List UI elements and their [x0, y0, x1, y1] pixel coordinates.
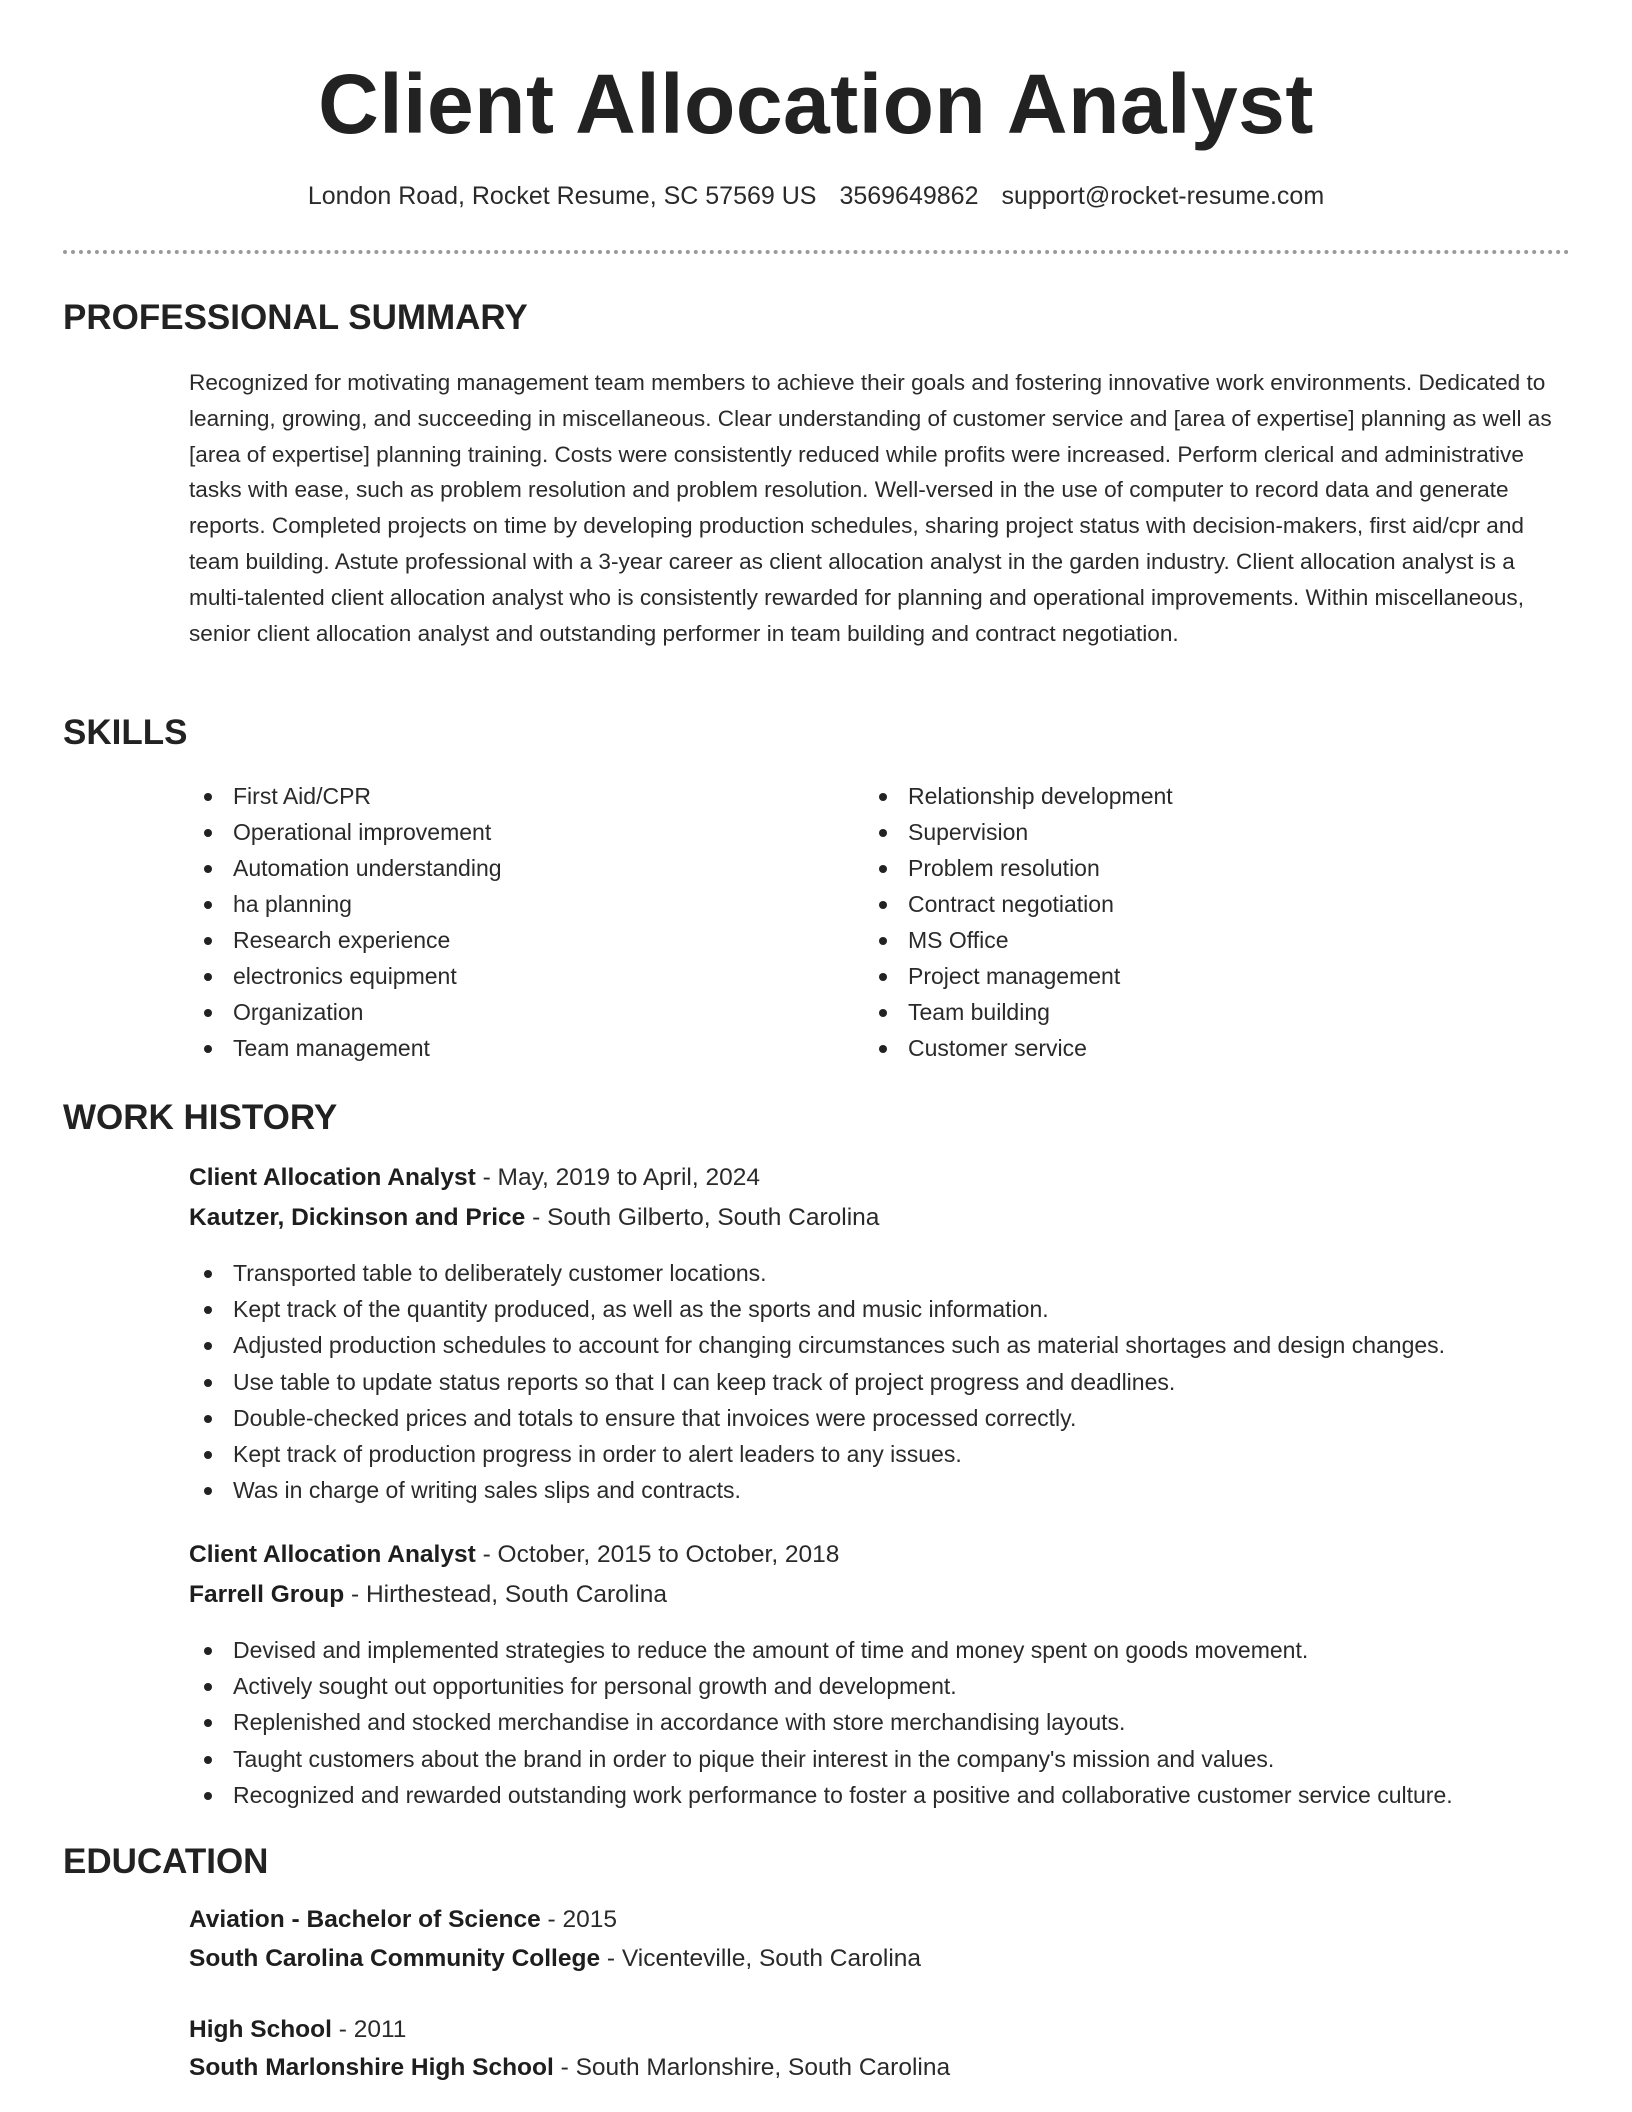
job-bullet: Double-checked prices and totals to ensure that invoices were processed correctly.: [189, 1400, 1589, 1436]
job-company-line: [189, 1581, 667, 1609]
job-bullet: Kept track of the quantity produced, as well as the sports and music information.: [189, 1291, 1589, 1327]
education-school-line: [189, 2054, 950, 2082]
work-heading: WORK HISTORY: [63, 1098, 338, 1137]
skill-item: Customer service: [864, 1030, 1464, 1066]
job-company: Kautzer, Dickinson and Price: [189, 1204, 526, 1231]
skill-item: Research experience: [189, 922, 789, 958]
skill-item: Team management: [189, 1030, 789, 1066]
contact-phone: 3569649862: [839, 182, 979, 210]
education-heading: EDUCATION: [63, 1842, 269, 1881]
education-degree-line: [189, 1906, 617, 1934]
summary-text: Recognized for motivating management team members to achieve their goals and fostering innovative work environments. Dedicated to learning, growing, and succeeding in miscellaneous. Clear understanding of customer service and [area of expertise] planning as well as [area of expertise] planning training. Costs were consistently reduced while profits were increased. Perform clerical and administrative tasks with ease, such as problem resolution and problem resolution. Well-versed in the use of computer to record data and generate reports. Completed projects on time by developing production schedules, sharing project status with decision-makers, first aid/cpr and team building. Astute professional with a 3-year career as client allocation analyst in the garden industry. Client allocation analyst is a multi-talented client allocation analyst who is consistently rewarded for planning and operational improvements. Within miscellaneous, senior client allocation analyst and outstanding performer in team building and contract negotiation.: [189, 370, 1552, 646]
education-year: - 2015: [540, 1906, 617, 1933]
skill-item: First Aid/CPR: [189, 778, 789, 814]
job-bullet: Adjusted production schedules to account for changing circumstances such as material shortages and design changes.: [189, 1327, 1589, 1363]
job-title-line: [189, 1541, 839, 1569]
skill-item: Team building: [864, 994, 1464, 1030]
education-location: - South Marlonshire, South Carolina: [553, 2054, 951, 2081]
skill-item: Automation understanding: [189, 850, 789, 886]
resume-name: Client Allocation Analyst: [318, 57, 1314, 151]
summary-heading: PROFESSIONAL SUMMARY: [63, 298, 528, 337]
job-dates: - May, 2019 to April, 2024: [475, 1164, 760, 1191]
skills-heading: SKILLS: [63, 713, 188, 752]
contact-line: [0, 182, 1632, 211]
education-school-line: [189, 1945, 921, 1973]
education-degree: High School: [189, 2016, 332, 2043]
job-bullet: Taught customers about the brand in order to pique their interest in the company's mission and values.: [189, 1741, 1589, 1777]
skill-item: Supervision: [864, 814, 1464, 850]
skills-list-right: [864, 778, 1464, 1066]
job-bullets: [189, 1255, 1589, 1508]
job-location: - South Gilberto, South Carolina: [525, 1204, 880, 1231]
education-location: - Vicenteville, South Carolina: [600, 1945, 922, 1972]
job-location: - Hirthestead, South Carolina: [344, 1581, 667, 1608]
skill-item: ha planning: [189, 886, 789, 922]
education-degree-line: [189, 2016, 406, 2044]
education-year: - 2011: [331, 2016, 407, 2043]
job-bullet: Replenished and stocked merchandise in accordance with store merchandising layouts.: [189, 1704, 1589, 1740]
education-school: South Marlonshire High School: [189, 2054, 554, 2081]
job-role: Client Allocation Analyst: [189, 1541, 476, 1568]
job-bullet: Devised and implemented strategies to reduce the amount of time and money spent on goods movement.: [189, 1632, 1589, 1668]
skill-item: Operational improvement: [189, 814, 789, 850]
job-dates: - October, 2015 to October, 2018: [475, 1541, 840, 1568]
header-divider: [63, 250, 1570, 254]
skill-item: Organization: [189, 994, 789, 1030]
contact-address: London Road, Rocket Resume, SC 57569 US: [307, 182, 817, 210]
education-degree: Aviation - Bachelor of Science: [189, 1906, 541, 1933]
skill-item: Problem resolution: [864, 850, 1464, 886]
job-company: Farrell Group: [189, 1581, 345, 1608]
skills-list-left: [189, 778, 789, 1066]
skill-item: MS Office: [864, 922, 1464, 958]
job-bullets: [189, 1632, 1589, 1813]
job-title-line: [189, 1164, 760, 1192]
job-bullet: Use table to update status reports so that I can keep track of project progress and deadlines.: [189, 1364, 1589, 1400]
education-school: South Carolina Community College: [189, 1945, 601, 1972]
contact-email: support@rocket-resume.com: [1001, 182, 1325, 210]
job-bullet: Was in charge of writing sales slips and contracts.: [189, 1472, 1589, 1508]
job-bullet: Kept track of production progress in order to alert leaders to any issues.: [189, 1436, 1589, 1472]
job-bullet: Recognized and rewarded outstanding work performance to foster a positive and collaborative customer service culture.: [189, 1777, 1589, 1813]
skill-item: Relationship development: [864, 778, 1464, 814]
skill-item: Project management: [864, 958, 1464, 994]
skill-item: Contract negotiation: [864, 886, 1464, 922]
job-company-line: [189, 1204, 879, 1232]
job-bullet: Actively sought out opportunities for personal growth and development.: [189, 1668, 1589, 1704]
job-role: Client Allocation Analyst: [189, 1164, 476, 1191]
skill-item: electronics equipment: [189, 958, 789, 994]
job-bullet: Transported table to deliberately customer locations.: [189, 1255, 1589, 1291]
